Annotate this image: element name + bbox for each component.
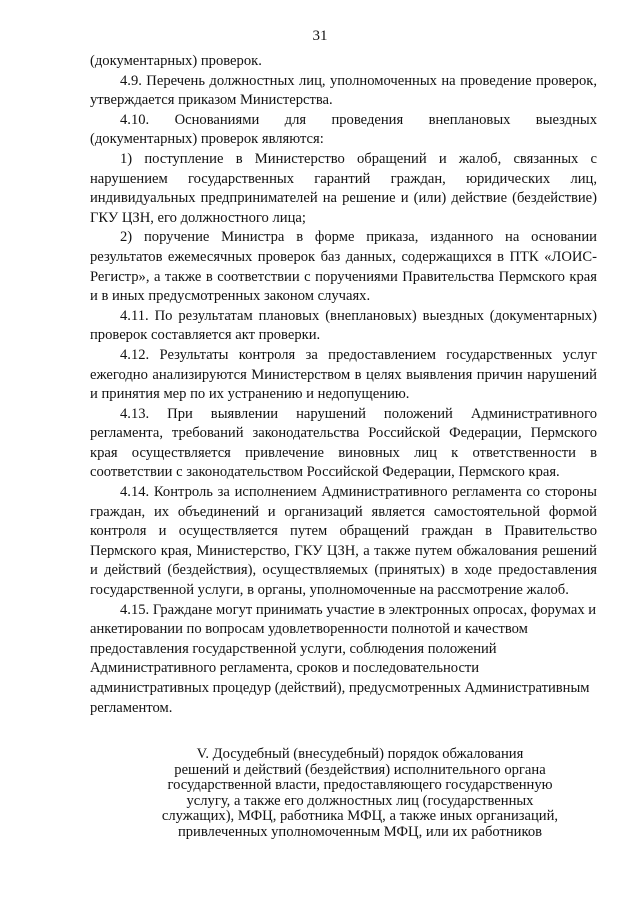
section-heading-line: государственной власти, предоставляющего государственную — [167, 777, 553, 793]
paragraph-4-10: 4.10. Основаниями для проведения внеплановых выездных (документарных) проверок являются: — [90, 111, 597, 148]
section-heading-line: решений и действий (бездействия) исполнительного органа — [174, 761, 546, 778]
section-heading-line: привлеченных уполномоченным МФЦ, или их работников — [177, 823, 543, 840]
paragraph-4-9: 4.9. Перечень должностных лиц, уполномоченных на проведение проверок, утверждается приказом Министерства. — [90, 72, 597, 109]
paragraph-4-10-item-1: 1) поступление в Министерство обращений и жалоб, связанных с нарушением государственных гарантий граждан, юридических лиц, индивидуальных предпринимателей на решение и (или) действие (бездействие) ГКУ ЦЗН, его должностного лица; — [90, 150, 597, 226]
section-heading-line: V. Досудебный (внесудебный) порядок обжалования — [196, 746, 524, 762]
paragraph-4-11: 4.11. По результатам плановых (внеплановых) выездных (документарных) проверок составляется акт проверки. — [90, 307, 597, 344]
page-number: 31 — [312, 28, 328, 44]
paragraph-4-12: 4.12. Результаты контроля за предоставлением государственных услуг ежегодно анализируются Министерством в целях выявления причин нарушений и принятия мер по их устранению и недопущению. — [90, 346, 597, 403]
section-heading-line: услугу, а также его должностных лиц (государственных — [186, 792, 534, 809]
paragraph-4-14: 4.14. Контроль за исполнением Административного регламента со стороны граждан, их объединений и организаций является самостоятельной формой контроля и осуществляется путем обращений граждан в Правительство Пермского края, Министерство, ГКУ ЦЗН, а также путем обжалования решений и действий (бездействия), осуществляемых (принятых) в ходе предоставления государственной услуги, в органы, уполномоченные на рассмотрение жалоб. — [90, 484, 597, 599]
document-body — [90, 52, 597, 718]
paragraph-4-10-item-2: 2) поручение Министра в форме приказа, изданного на основании результатов ежемесячных проверок баз данных, содержащихся в ПТК «ЛОИС-Регистр», а также в соответствии с поручениями Правительства Пермского края и в иных предусмотренных законом случаях. — [90, 229, 597, 305]
paragraph-4-15: 4.15. Граждане могут принимать участие в электронных опросах, форумах и анкетировании по вопросам удовлетворенности полнотой и качеством предоставления государственной услуги, соблюдения положений Административного регламента, сроков и последовательности административных процедур (действий), предусмотренных Административным регламентом. — [90, 601, 597, 716]
section-heading-line: служащих), МФЦ, работника МФЦ, а также иных организаций, — [161, 808, 559, 824]
paragraph-continuation: (документарных) проверок. — [90, 53, 262, 69]
paragraph-4-13: 4.13. При выявлении нарушений положений Административного регламента, требований законодательства Российской Федерации, Пермского края осуществляется привлечение виновных лиц к ответственности в соответствии с законодательством Российской Федерации, Пермского края. — [90, 405, 597, 481]
section-heading — [150, 747, 570, 840]
